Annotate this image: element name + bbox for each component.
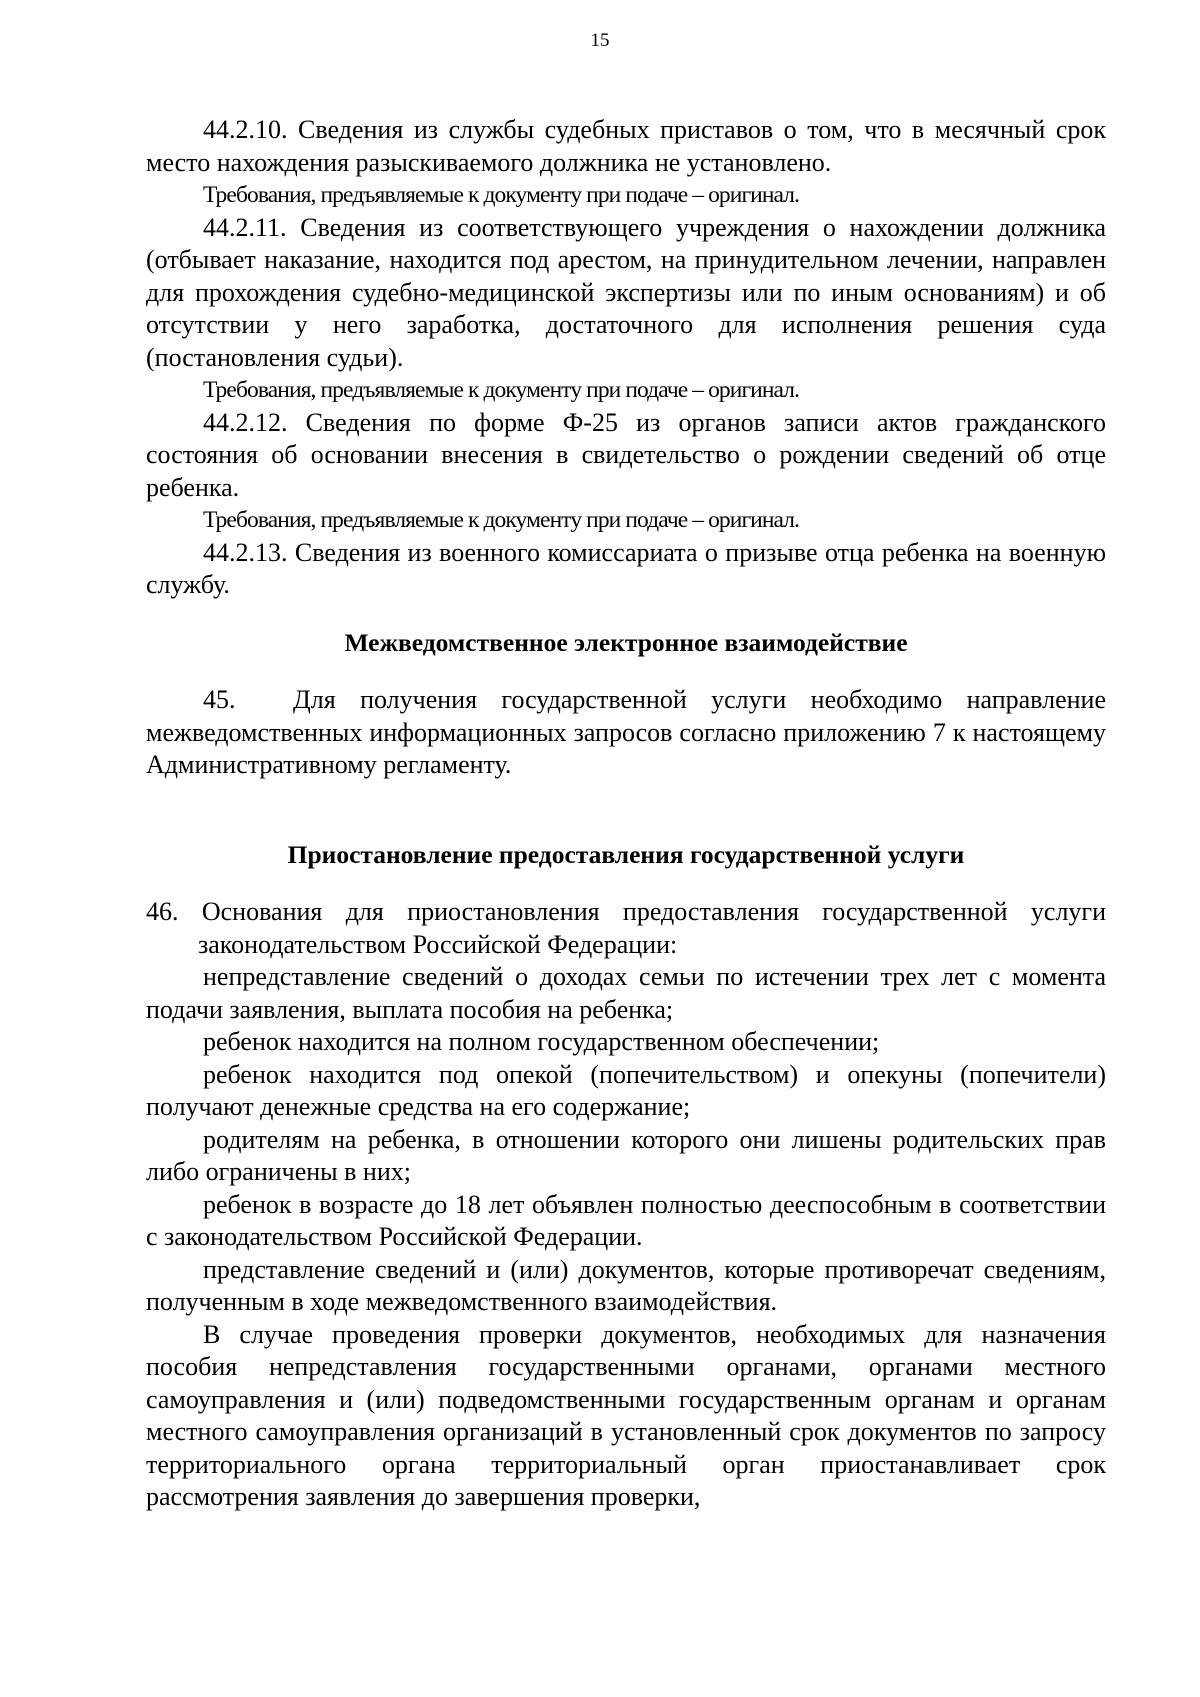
requirement-note: Требования, предъявляемые к документу при подаче – оригинал. — [203, 507, 800, 533]
section-heading-suspension: Приостановление предоставления государственной услуги — [287, 839, 965, 869]
list-item: ребенок в возрасте до 18 лет объявлен полностью дееспособным в соответствии с законодательством Российской Федерации. — [146, 1189, 1106, 1251]
paragraph-44-2-11: 44.2.11. Сведения из соответствующего учреждения о нахождении должника (отбывает наказание, находится под арестом, на принудительном лечении, направлен для прохождения судебно-медицинской экспертизы или по иным основаниям) и об отсутствии у него заработка, достаточного для исполнения решения суда (постановления судьи). — [146, 212, 1106, 372]
document-body — [146, 114, 1106, 1514]
list-item: ребенок находится под опекой (попечительством) и опекуны (попечители) получают денежные средства на его содержание; — [146, 1059, 1106, 1121]
list-item: представление сведений и (или) документов, которые противоречат сведениям, полученным в ходе межведомственного взаимодействия. — [146, 1254, 1106, 1316]
paragraph-46-text: Основания для приостановления предоставления государственной услуги законодательством Российской Федерации: — [198, 897, 1107, 959]
section-heading-interagency: Межведомственное электронное взаимодействие — [344, 627, 908, 657]
paragraph-45 — [146, 684, 1106, 782]
paragraph-45-number: 45. — [203, 685, 236, 714]
paragraph-44-2-12: 44.2.12. Сведения по форме Ф-25 из органов записи актов гражданского состояния об основании внесения в свидетельство о рождении сведений об отце ребенка. — [146, 407, 1106, 502]
paragraph-44-2-13: 44.2.13. Сведения из военного комиссариата о призыве отца ребенка на военную службу. — [146, 537, 1106, 599]
paragraph-verification: В случае проведения проверки документов, необходимых для назначения пособия непредставления государственными органами, органами местного самоуправления и (или) подведомственными государственным органам и органам местного самоуправления организаций в установленный срок документов по запросу территориального органа территориальный орган приостанавливает срок рассмотрения заявления до завершения проверки, — [146, 1319, 1106, 1511]
paragraph-44-2-10: 44.2.10. Сведения из службы судебных приставов о том, что в месячный срок место нахождения разыскиваемого должника не установлено. — [146, 115, 1106, 177]
list-item: непредставление сведений о доходах семьи по истечении трех лет с момента подачи заявления, выплата пособия на ребенка; — [146, 962, 1106, 1024]
page-number: 15 — [590, 30, 610, 51]
paragraph-46 — [146, 896, 1106, 961]
paragraph-46-number: 46. — [146, 897, 179, 926]
list-item: родителям на ребенка, в отношении которого они лишены родительских прав либо ограничены в них; — [146, 1124, 1106, 1186]
requirement-note: Требования, предъявляемые к документу при подаче – оригинал. — [203, 182, 800, 208]
requirement-note: Требования, предъявляемые к документу при подаче – оригинал. — [203, 377, 800, 403]
paragraph-45-text: Для получения государственной услуги необходимо направление межведомственных информационных запросов согласно приложению 7 к настоящему Административному регламенту. — [146, 685, 1106, 779]
list-item: ребенок находится на полном государственном обеспечении; — [203, 1027, 880, 1056]
